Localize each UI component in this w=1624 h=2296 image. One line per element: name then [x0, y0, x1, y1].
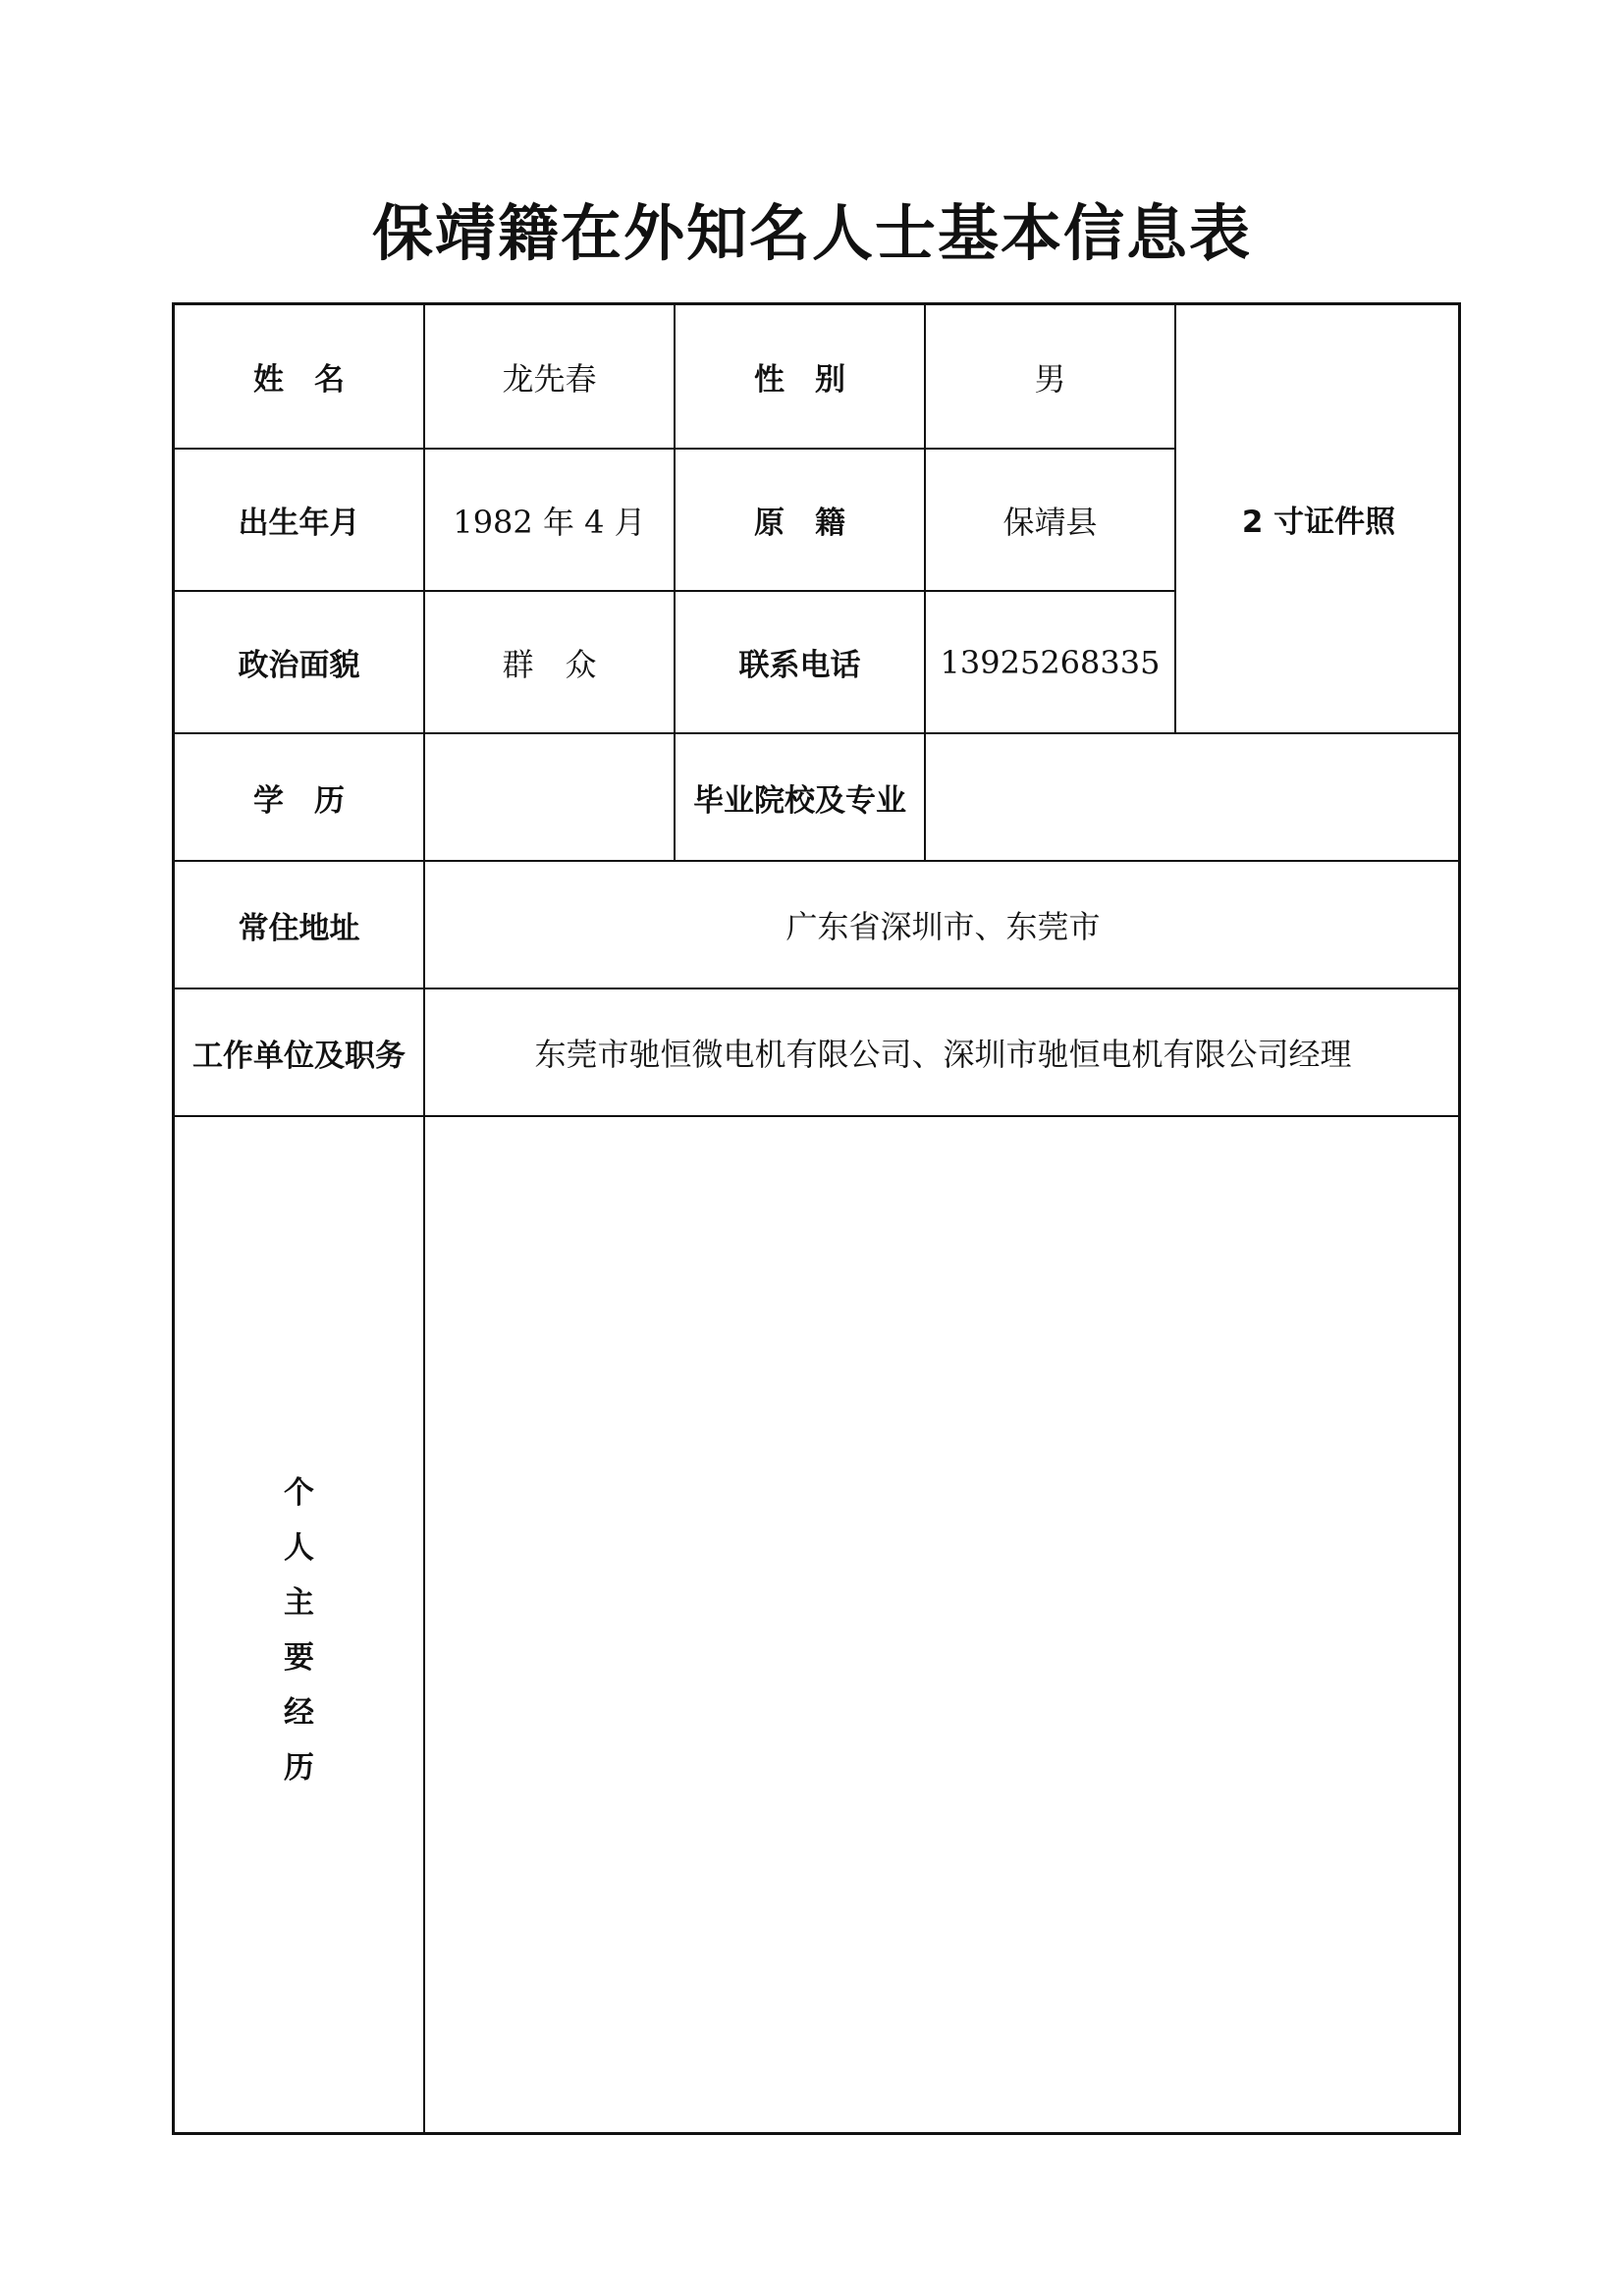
birth-value: 1982 年 4 月: [453, 503, 646, 541]
school-major-label: 毕业院校及专业: [693, 782, 906, 819]
political-value: 群 众: [502, 645, 597, 683]
form-title: 保靖籍在外知名人士基本信息表: [371, 197, 1252, 269]
experience-value: [425, 1117, 1461, 2135]
gender-value: 男: [1034, 359, 1066, 398]
experience-char: 经: [284, 1695, 314, 1731]
native-place-label: 原 籍: [754, 506, 845, 541]
photo-placeholder: 2 寸证件照: [1241, 505, 1396, 540]
political-label: 政治面貌: [238, 648, 360, 683]
address-label: 常住地址: [238, 910, 360, 946]
birth-label: 出生年月: [238, 506, 360, 541]
education-value: [425, 734, 674, 860]
native-place-value: 保靖县: [1002, 503, 1098, 541]
phone-value: 13925268335: [940, 643, 1161, 681]
work-label: 工作单位及职务: [192, 1038, 406, 1074]
info-table: [172, 302, 1461, 2135]
experience-label: [175, 1466, 423, 1795]
experience-char: 要: [284, 1640, 314, 1676]
experience-char: 历: [284, 1750, 314, 1786]
name-value: 龙先春: [502, 359, 597, 398]
phone-label: 联系电话: [738, 648, 861, 683]
name-label: 姓 名: [253, 362, 345, 398]
experience-char: 人: [284, 1530, 314, 1566]
experience-char: 主: [284, 1585, 314, 1621]
school-major-value: [926, 734, 1461, 860]
experience-char: 个: [284, 1475, 314, 1511]
gender-label: 性 别: [754, 362, 845, 398]
work-value: 东莞市驰恒微电机有限公司、深圳市驰恒电机有限公司经理: [534, 1036, 1352, 1073]
address-value: 广东省深圳市、东莞市: [785, 908, 1101, 945]
education-label: 学 历: [253, 782, 345, 819]
